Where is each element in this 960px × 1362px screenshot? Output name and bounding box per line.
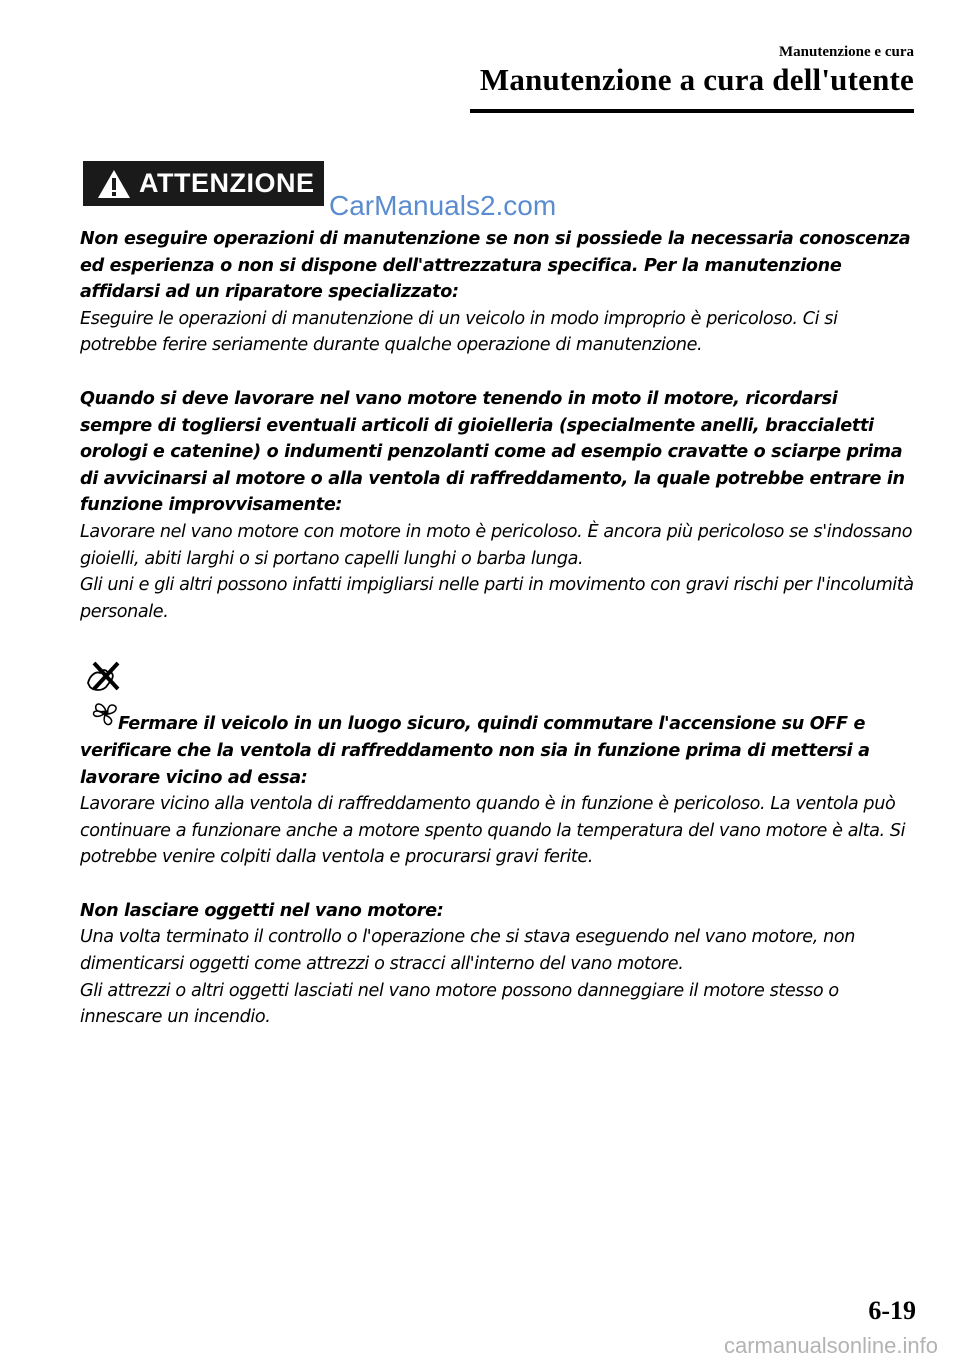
watermark-top: CarManuals2.com (329, 190, 557, 221)
fan-icon-block (80, 661, 914, 685)
watermark-bottom: carmanualsonline.info (723, 1333, 938, 1358)
warning-triangle-icon (97, 169, 131, 199)
spacer (80, 359, 914, 386)
paragraph-text-2a: Lavorare nel vano motore con motore in moto è pericoloso. È ancora più pericoloso se s'indossano gioielli, abiti larghi o si portano capelli lunghi o barba lunga. (80, 521, 913, 569)
paragraph-bold-4: Non lasciare oggetti nel vano motore: (80, 900, 444, 921)
paragraph-text-4a: Una volta terminato il controllo o l'operazione che si stava eseguendo nel vano motore, non dimenticarsi oggetti come attrezzi o stracci all'interno del vano motore. (80, 927, 855, 975)
page-number: 6-19 (868, 1296, 916, 1325)
paragraph-text-2b: Gli uni e gli altri possono infatti impigliarsi nelle parti in movimento con gravi rischi per l'incolumità personale. (80, 575, 914, 622)
paragraph-bold-2: Quando si deve lavorare nel vano motore tenendo in moto il motore, ricordarsi sempre di togliersi eventuali articoli di gioielleria (specialmente anelli, braccialetti orologi e catenine) o indumenti penzolanti come ad esempio cravatte o sciarpe prima di avvicinarsi al motore o alla ventola di raffreddamento, la quale potrebbe entrare in funzione improvvisamente: (80, 388, 905, 516)
warning-content (80, 226, 914, 1031)
warning-label: ATTENZIONE (139, 168, 315, 198)
paragraph-bold-3: Fermare il veicolo in un luogo sicuro, quindi commutare l'accensione su OFF e verificare che la ventola di raffreddamento non sia in funzione prima di mettersi a lavorare vicino ad essa: (80, 714, 870, 788)
paragraph-text-1: Eseguire le operazioni di manutenzione di un veicolo in modo improprio è pericoloso. Ci si potrebbe ferire seriamente durante qualche operazione di manutenzione. (80, 308, 838, 356)
no-hands-fan-icon (84, 661, 128, 731)
warning-badge (83, 161, 324, 206)
paragraph-text-4b: Gli attrezzi o altri oggetti lasciati nel vano motore possono danneggiare il motore stesso o innescare un incendio. (80, 980, 839, 1028)
page-title: Manutenzione a cura dell'utente (479, 62, 914, 97)
header-rule (470, 109, 914, 113)
section-header: Manutenzione e cura (779, 44, 914, 60)
paragraph-bold-1: Non eseguire operazioni di manutenzione se non si possiede la necessaria conoscenza ed esperienza o non si dispone dell'attrezzatura specifica. Per la manutenzione affidarsi ad un riparatore specializzato: (80, 229, 911, 303)
paragraph-text-3: Lavorare vicino alla ventola di raffreddamento quando è in funzione è pericoloso. La ventola può continuare a funzionare anche a motore spento quando la temperatura del vano motore è alta. Si potrebbe venire colpiti dalla ventola e procurarsi gravi ferite. (80, 794, 906, 868)
spacer (80, 871, 914, 898)
